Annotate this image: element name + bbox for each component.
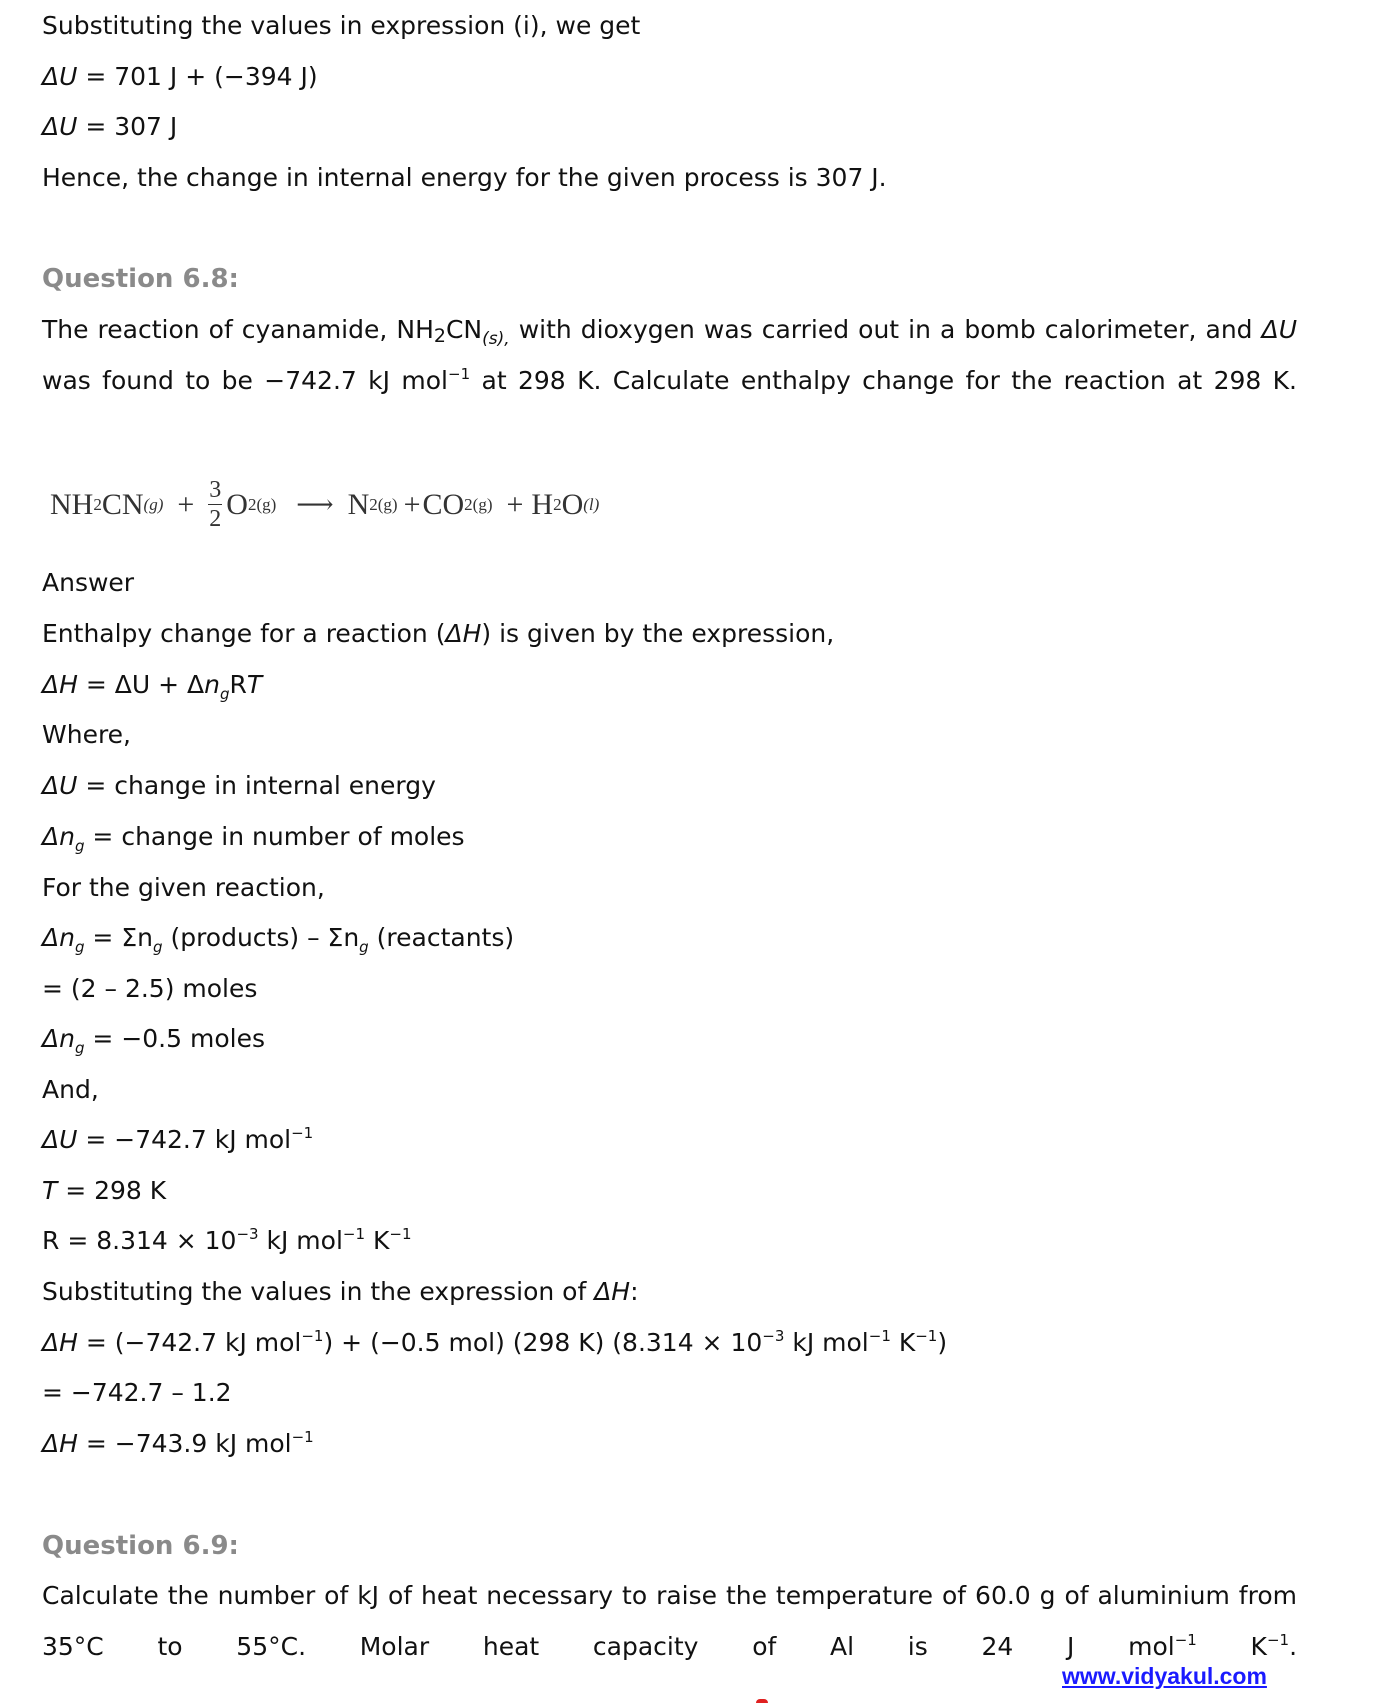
- answer-du-value: ΔU = −742.7 kJ mol$^{-1}$: [42, 1124, 314, 1154]
- answer-enthalpy-formula: $\Delta H = \Delta U + \Delta n_gRT$: [42, 670, 263, 703]
- answer-t-value: T = 298 K: [42, 1176, 167, 1205]
- prev-line-du-sum: [42, 61, 318, 93]
- vidyakul-link[interactable]: www.vidyakul.com: [1062, 1663, 1267, 1689]
- reaction-arrow-icon: ⟶: [296, 489, 334, 519]
- coefficient-fraction: $\frac{3}{2}$: [209, 477, 222, 532]
- question-6-9-text: Calculate the number of kJ of heat necessary to raise the temperature of 60.0 g of aluminium from 35°C to 55°C. Molar heat capacity of Al is 24 J mol$^{-1}$ $K^{-1}$.: [42, 1581, 1298, 1661]
- question-6-8-heading: Question 6.8:: [42, 264, 239, 294]
- prev-line-conclusion: Hence, the change in internal energy for the given process is 307 J.: [42, 163, 887, 192]
- answer-label: Answer: [42, 568, 135, 597]
- answer-dng-formula: $\Delta n_g = \Sigma n_g$ (products) – $\Sigma n_g$ (reactants): [42, 923, 515, 956]
- answer-and: And,: [42, 1075, 99, 1104]
- answer-def-du: ΔU = change in internal energy: [42, 771, 436, 800]
- reaction-equation: NH 2 CN (g) + $\frac{3}{2}$ O 2(g) ⟶ N 2(g) + CO 2(g) + H 2 O (l): [50, 477, 600, 532]
- answer-enthalpy-intro: Enthalpy change for a reaction (ΔH) is given by the expression,: [42, 619, 835, 648]
- du-result-value: = 307 J: [77, 112, 178, 141]
- answer-dh-step: = −742.7 – 1.2: [42, 1378, 232, 1407]
- du-sum-value: = 701 J + (−394 J): [77, 62, 318, 91]
- answer-substitution-intro: Substituting the values in the expression of ΔH:: [42, 1277, 639, 1306]
- answer-where: Where,: [42, 720, 132, 749]
- answer-def-dng: $\Delta n_g$ = change in number of moles: [42, 822, 465, 855]
- logo-fragment-icon: [756, 1699, 768, 1703]
- prev-line-du-result: [42, 111, 177, 143]
- answer-r-value: $R = 8.314 \times 10^{-3}$ kJ mol$^{-1}$ $K^{-1}$: [42, 1225, 412, 1255]
- question-6-8-text: The reaction of cyanamide, $NH_2CN_{(s),}$ with dioxygen was carried out in a bomb calorimeter, and ΔU was found to be −742.7 kJ mol$^{-1}$ at 298 K. Calculate enthalpy change for the reaction at 298 K.: [42, 315, 1297, 395]
- du-symbol: ΔU: [42, 112, 78, 141]
- question-6-9-heading: Question 6.9:: [42, 1531, 239, 1561]
- answer-dh-result: ΔH = −743.9 kJ mol$^{-1}$: [42, 1428, 314, 1458]
- prev-line-substituting: Substituting the values in expression (i), we get: [42, 11, 641, 40]
- answer-given-reaction: For the given reaction,: [42, 873, 325, 902]
- answer-dng-difference: = (2 – 2.5) moles: [42, 974, 258, 1003]
- answer-dng-value: $\Delta n_g = -0.5$ moles: [42, 1024, 265, 1057]
- answer-dh-calculation: ΔH = (−742.7 kJ mol$^{-1}$) + (−0.5 mol) (298 K) ($8.314 \times 10^{-3}$ kJ mol$^{-1}$ $K^{-1}$): [42, 1327, 948, 1357]
- du-symbol: ΔU: [42, 62, 78, 91]
